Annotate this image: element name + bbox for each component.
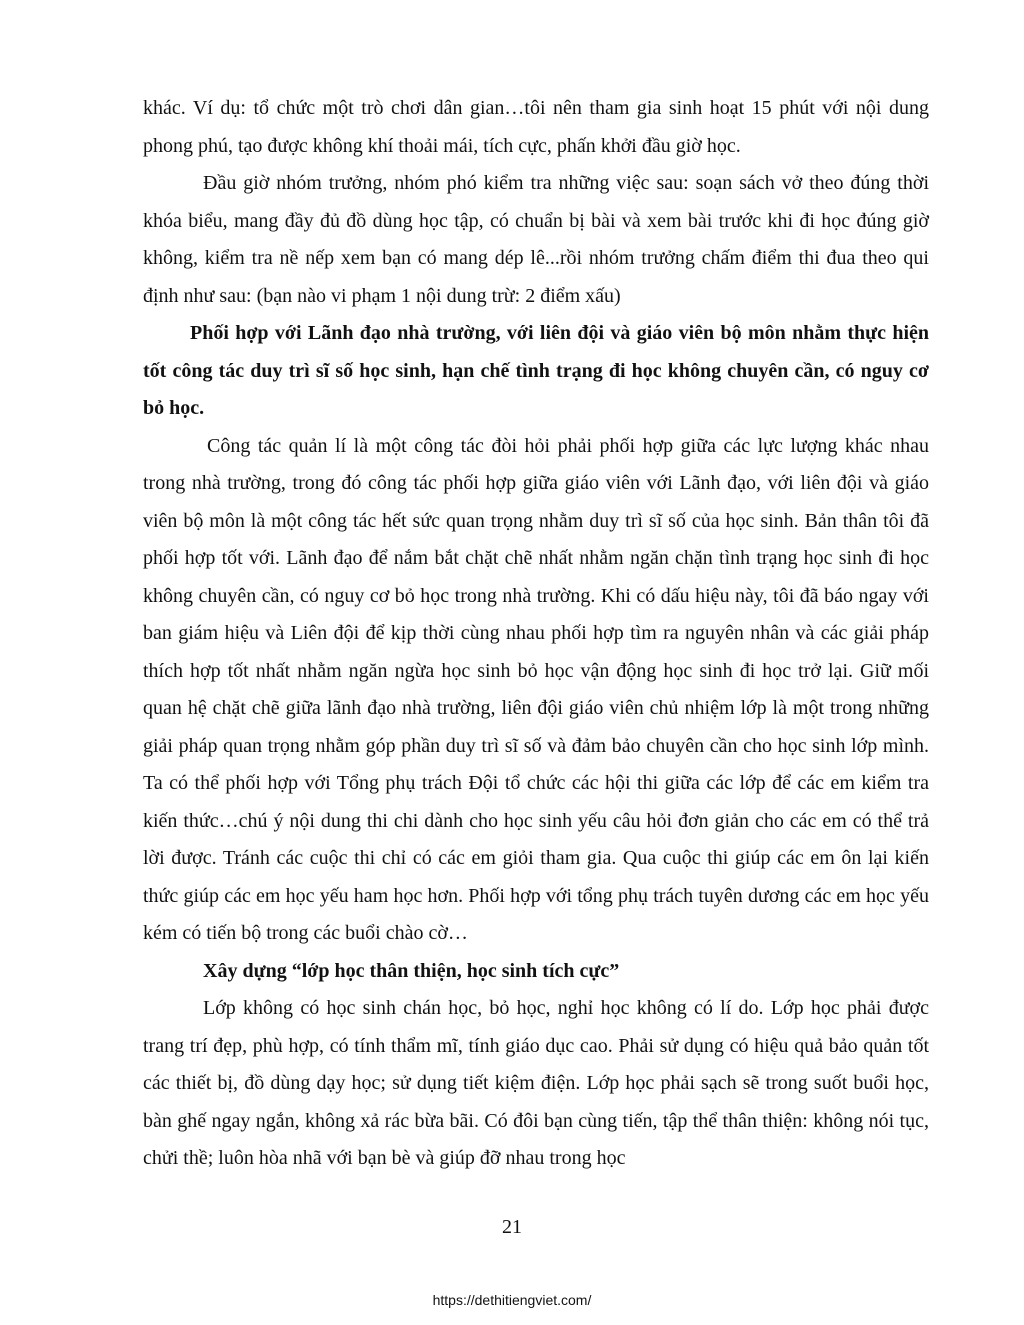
paragraph-friendly-class: Lớp không có học sinh chán học, bỏ học, nghỉ học không có lí do. Lớp học phải được trang trí đẹp, phù hợp, có tính thẩm mĩ, tính giáo dục cao. Phải sử dụng có hiệu quả bảo quản tốt các thiết bị, đồ dùng dạy học; sử dụng tiết kiệm điện. Lớp học phải sạch sẽ trong suốt buổi học, bàn ghế ngay ngắn, không xả rác bừa bãi. Có đôi bạn cùng tiến, tập thể thân thiện: không nói tục, chửi thề; luôn hòa nhã với bạn bè và giúp đỡ nhau trong học: [143, 997, 929, 1169]
footer-url[interactable]: https://dethitiengviet.com/: [432, 1292, 592, 1308]
paragraph-management-coordination: Công tác quản lí là một công tác đòi hỏi phải phối hợp giữa các lực lượng khác nhau trong nhà trường, trong đó công tác phối hợp giữa giáo viên với Lãnh đạo, với liên đội và giáo viên bộ môn là một công tác hết sức quan trọng nhằm duy trì sĩ số của học sinh. Bản thân tôi đã phối hợp tốt với. Lãnh đạo để nắm bắt chặt chẽ nhất nhằm ngăn chặn tình trạng học sinh đi học không chuyên cần, có nguy cơ bỏ học trong nhà trường. Khi có dấu hiệu này, tôi đã báo ngay với ban giám hiệu và Liên đội để kịp thời cùng nhau phối hợp tìm ra nguyên nhân và các giải pháp thích hợp tốt nhất nhằm ngăn ngừa học sinh bỏ học vận động học sinh đi học trở lại. Giữ mối quan hệ chặt chẽ giữa lãnh đạo nhà trường, liên đội giáo viên chủ nhiệm lớp là một trong những giải pháp quan trọng nhằm góp phần duy trì sĩ số và đảm bảo chuyên cần cho học sinh lớp mình. Ta có thể phối hợp với Tổng phụ trách Đội tổ chức các hội thi giữa các lớp để các em kiểm tra kiến thức…chú ý nội dung thi chi dành cho học sinh yếu câu hỏi đơn giản cho các em có thể trả lời được. Tránh các cuộc thi chỉ có các em giỏi tham gia. Qua cuộc thi giúp các em ôn lại kiến thức giúp các em học yếu ham học hơn. Phối hợp với tổng phụ trách tuyên dương các em học yếu kém có tiến bộ trong các buổi chào cờ…: [143, 434, 929, 944]
paragraph-morning-check: Đầu giờ nhóm trưởng, nhóm phó kiểm tra những việc sau: soạn sách vở theo đúng thời khóa biểu, mang đầy đủ đồ dùng học tập, có chuẩn bị bài và xem bài trước khi đi học đúng giờ không, kiểm tra nề nếp xem bạn có mang dép lê...rồi nhóm trưởng chấm điểm thi đua theo qui định như sau: (bạn nào vi phạm 1 nội dung trừ: 2 điểm xấu): [143, 172, 929, 307]
section-heading-coordination: Phối hợp với Lãnh đạo nhà trường, với liên đội và giáo viên bộ môn nhằm thực hiện tốt công tác duy trì sĩ số học sinh, hạn chế tình trạng đi học không chuyên cần, có nguy cơ bỏ học.: [143, 322, 929, 419]
paragraph-continuation: khác. Ví dụ: tổ chức một trò chơi dân gian…tôi nên tham gia sinh hoạt 15 phút với nội dung phong phú, tạo được không khí thoải mái, tích cực, phấn khởi đầu giờ học.: [143, 97, 929, 157]
section-heading-friendly-class: Xây dựng “lớp học thân thiện, học sinh tích cực”: [203, 959, 620, 982]
page-number: 21: [502, 1216, 522, 1238]
document-body: [143, 90, 929, 1178]
